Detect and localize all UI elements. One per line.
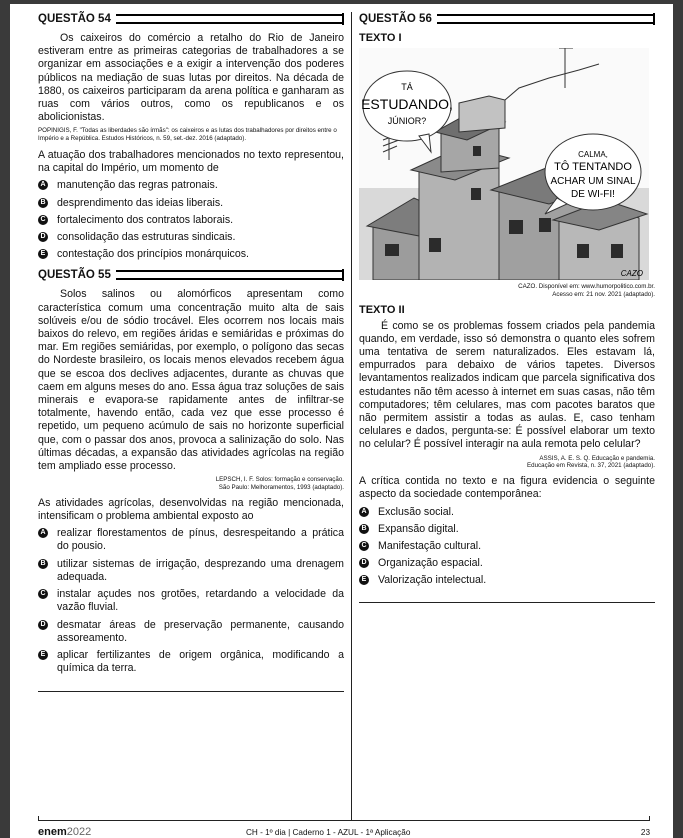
texto-2-body: É como se os problemas fossem criados pela pandemia quando, em verdade, isso só demonstra o quanto eles sofrem uma tentativa de serem naturalizados. Eles estavam lá, empurrados para debaixo de vários tapetes. Diversos levantamentos realizados indicam que parcela significativa dos estudantes não têm acesso à internet em suas casas, não têm computadores; têm celulares, mas com pacotes baratos que não permitem assistir a todas as aulas. E, caso tenham celulares e dados, pergunta-se: É possível elaborar um texto no celular? É possível interagir na aula remota pelo celular? xyxy=(359,319,655,451)
option-56-b[interactable] xyxy=(359,523,655,536)
right-column xyxy=(359,12,655,603)
question-54-citation: POPINIGIS, F. "Todas as liberdades são írmãs": os caixeiros e as lutas dos trabalhadores por direitos entre o Império e a República. Estudos Históricos, n. 59, set.-dez. 2016 (adaptado). xyxy=(38,127,337,143)
question-54-title: QUESTÃO 54 xyxy=(38,13,111,25)
option-text: manutenção das regras patronais. xyxy=(57,179,218,192)
bubble-1-line-2: ESTUDANDO, xyxy=(361,96,453,112)
citation-line-2: Educação em Revista, n. 37, 2021 (adaptado). xyxy=(527,462,655,470)
texto-2-title: TEXTO II xyxy=(359,303,405,316)
option-letter-badge: B xyxy=(38,559,48,569)
question-55-text: Solos salinos ou alomórficos apresentam como característica comum uma concentração muito alta de sais solúveis e/ou de sódio trocável. Eles ocorrem nos locais mais baixos do relevo, em regiões áridas e semiáridas e próximas do mar. Em regiões semiáridas, por exemplo, o polígono das secas do Nordeste brasileiro, os locais menos elevados recebem água que se escoa dos declives adjacentes, durante as chuvas que caem em alguns meses do ano. Essa água traz soluções de sais minerais e evapora-se rapidamente antes de infiltrar-se totalmente, havendo então, cada vez que esse processo é repetido, um pequeno acúmulo de sais no horizonte superficial que, com o passar dos anos, provoca a salinização do solo. Nas últimas décadas, a expansão das atividades agrícolas na região tem ampliado esse processo. xyxy=(38,288,344,473)
citation-line-2: São Paulo: Melhoramentos, 1993 (adaptado). xyxy=(218,484,344,492)
option-56-a[interactable] xyxy=(359,506,655,519)
footer-tick xyxy=(649,816,650,821)
bubble-1-line-3: JÚNIOR? xyxy=(387,116,427,126)
option-55-c[interactable] xyxy=(38,588,344,614)
header-rule xyxy=(437,14,653,24)
logo-year: 2022 xyxy=(66,826,92,838)
header-rule-end xyxy=(342,13,344,25)
option-letter-badge: C xyxy=(359,541,369,551)
option-55-a[interactable] xyxy=(38,527,344,553)
option-text: desmatar áreas de preservação permanente, causando assoreamento. xyxy=(57,618,344,644)
option-54-c[interactable] xyxy=(38,214,344,227)
header-rule xyxy=(116,14,342,24)
option-text: Expansão digital. xyxy=(378,522,459,535)
logo-word: enem xyxy=(38,826,67,838)
option-text: instalar açudes nos grotões, retardando a velocidade da vazão fluvial. xyxy=(57,588,344,614)
texto-2-citation xyxy=(359,455,655,471)
option-letter-badge: D xyxy=(38,232,48,242)
cartoon-citation xyxy=(359,283,655,299)
question-54-text: Os caixeiros do comércio a retalho do Rio de Janeiro estiveram entre as primeiras categorias de trabalhadores a se organizar em associações e a exigir a intervenção dos poderes públicos na mediação de suas lutas por direitos. Na década de 1880, os caixeiros participaram da arena política e ganharam as ruas com vários outros, como os republicanos e os abolicionistas. xyxy=(38,32,344,124)
question-56-title: QUESTÃO 56 xyxy=(359,13,432,25)
option-55-e[interactable] xyxy=(38,649,344,675)
option-text: desprendimento das ideias liberais. xyxy=(57,196,224,209)
bubble-2-line-3: ACHAR UM SINAL xyxy=(550,176,636,187)
bubble-2-line-2: TÔ TENTANDO xyxy=(554,161,632,173)
bubble-1-line-1: TÁ xyxy=(401,82,413,92)
option-text: Manifestação cultural. xyxy=(378,540,482,553)
exam-page xyxy=(10,4,673,838)
option-letter-badge: B xyxy=(359,524,369,534)
option-letter-badge: C xyxy=(38,215,48,225)
footer-rule xyxy=(38,820,650,821)
question-55-title: QUESTÃO 55 xyxy=(38,269,111,282)
option-text: realizar florestamentos de pínus, desrespeitando a prática do pousio. xyxy=(57,527,344,553)
option-letter-badge: E xyxy=(359,575,369,585)
question-54-header xyxy=(38,12,344,26)
header-rule xyxy=(116,270,342,280)
question-56-prompt: A crítica contida no texto e na figura evidencia o seguinte aspecto da sociedade contemporânea: xyxy=(359,475,655,501)
enem-logo xyxy=(38,826,91,838)
left-end-rule xyxy=(38,691,344,692)
cartoon-illustration xyxy=(359,48,649,280)
page-number: 23 xyxy=(640,828,650,837)
citation-line-1: CAZO. Disponível em: www.humorpolitico.com.br. xyxy=(518,283,655,290)
page-footer xyxy=(38,820,650,838)
option-54-d[interactable] xyxy=(38,231,344,244)
question-55-options xyxy=(38,527,344,675)
question-55-prompt: As atividades agrícolas, desenvolvidas na região mencionada, intensificam o problema ambiental exposto ao xyxy=(38,496,344,523)
cartoon-signature: CAZO xyxy=(620,269,643,278)
option-56-c[interactable] xyxy=(359,540,655,553)
question-55-citation xyxy=(38,476,344,492)
texto-1-title: TEXTO I xyxy=(359,32,402,44)
question-54-options xyxy=(38,179,344,261)
option-letter-badge: A xyxy=(38,528,48,538)
citation-line-2: Acesso em: 21 nov. 2021 (adaptado). xyxy=(552,290,655,298)
right-end-rule xyxy=(359,602,655,603)
footer-info: CH - 1º dia | Caderno 1 - AZUL - 1ª Aplicação xyxy=(246,828,411,837)
option-letter-badge: D xyxy=(38,620,48,630)
header-rule-end xyxy=(342,269,344,281)
question-56-options xyxy=(359,506,655,588)
option-letter-badge: E xyxy=(38,249,48,259)
option-55-d[interactable] xyxy=(38,619,344,645)
header-rule-end xyxy=(653,13,655,25)
question-55-header xyxy=(38,268,344,282)
option-54-e[interactable] xyxy=(38,248,344,261)
column-divider xyxy=(351,12,352,816)
option-text: Organização espacial. xyxy=(378,557,483,570)
footer-tick xyxy=(38,816,39,821)
question-54-prompt: A atuação dos trabalhadores mencionados no texto representou, na capital do Império, um momento de xyxy=(38,149,344,175)
bubble-2-line-4: DE WI-FI! xyxy=(571,189,615,200)
citation-line-1: ASSIS, A. E. S. Q. Educação e pandemia. xyxy=(539,454,655,462)
option-54-a[interactable] xyxy=(38,179,344,192)
option-letter-badge: E xyxy=(38,650,48,660)
option-54-b[interactable] xyxy=(38,197,344,210)
option-text: aplicar fertilizantes de origem orgânica, modificando a química da terra. xyxy=(57,648,344,675)
option-56-e[interactable] xyxy=(359,574,655,587)
option-text: contestação dos princípios monárquicos. xyxy=(57,248,249,261)
option-letter-badge: C xyxy=(38,589,48,599)
question-56-header xyxy=(359,12,655,26)
option-letter-badge: A xyxy=(38,180,48,190)
option-55-b[interactable] xyxy=(38,558,344,584)
option-text: Valorização intelectual. xyxy=(378,574,487,587)
option-text: consolidação das estruturas sindicais. xyxy=(57,231,236,244)
left-column xyxy=(38,12,344,692)
citation-line-1: LEPSCH, I. F. Solos: formação e conservação. xyxy=(215,476,344,484)
option-56-d[interactable] xyxy=(359,557,655,570)
bubble-2-line-1: CALMA, xyxy=(578,150,608,159)
option-text: utilizar sistemas de irrigação, desprezando uma drenagem adequada. xyxy=(57,557,344,583)
option-text: Exclusão social. xyxy=(378,505,454,518)
option-letter-badge: D xyxy=(359,558,369,568)
footer-tick xyxy=(351,816,352,821)
option-text: fortalecimento dos contratos laborais. xyxy=(57,213,234,226)
option-letter-badge: B xyxy=(38,198,48,208)
option-letter-badge: A xyxy=(359,507,369,517)
